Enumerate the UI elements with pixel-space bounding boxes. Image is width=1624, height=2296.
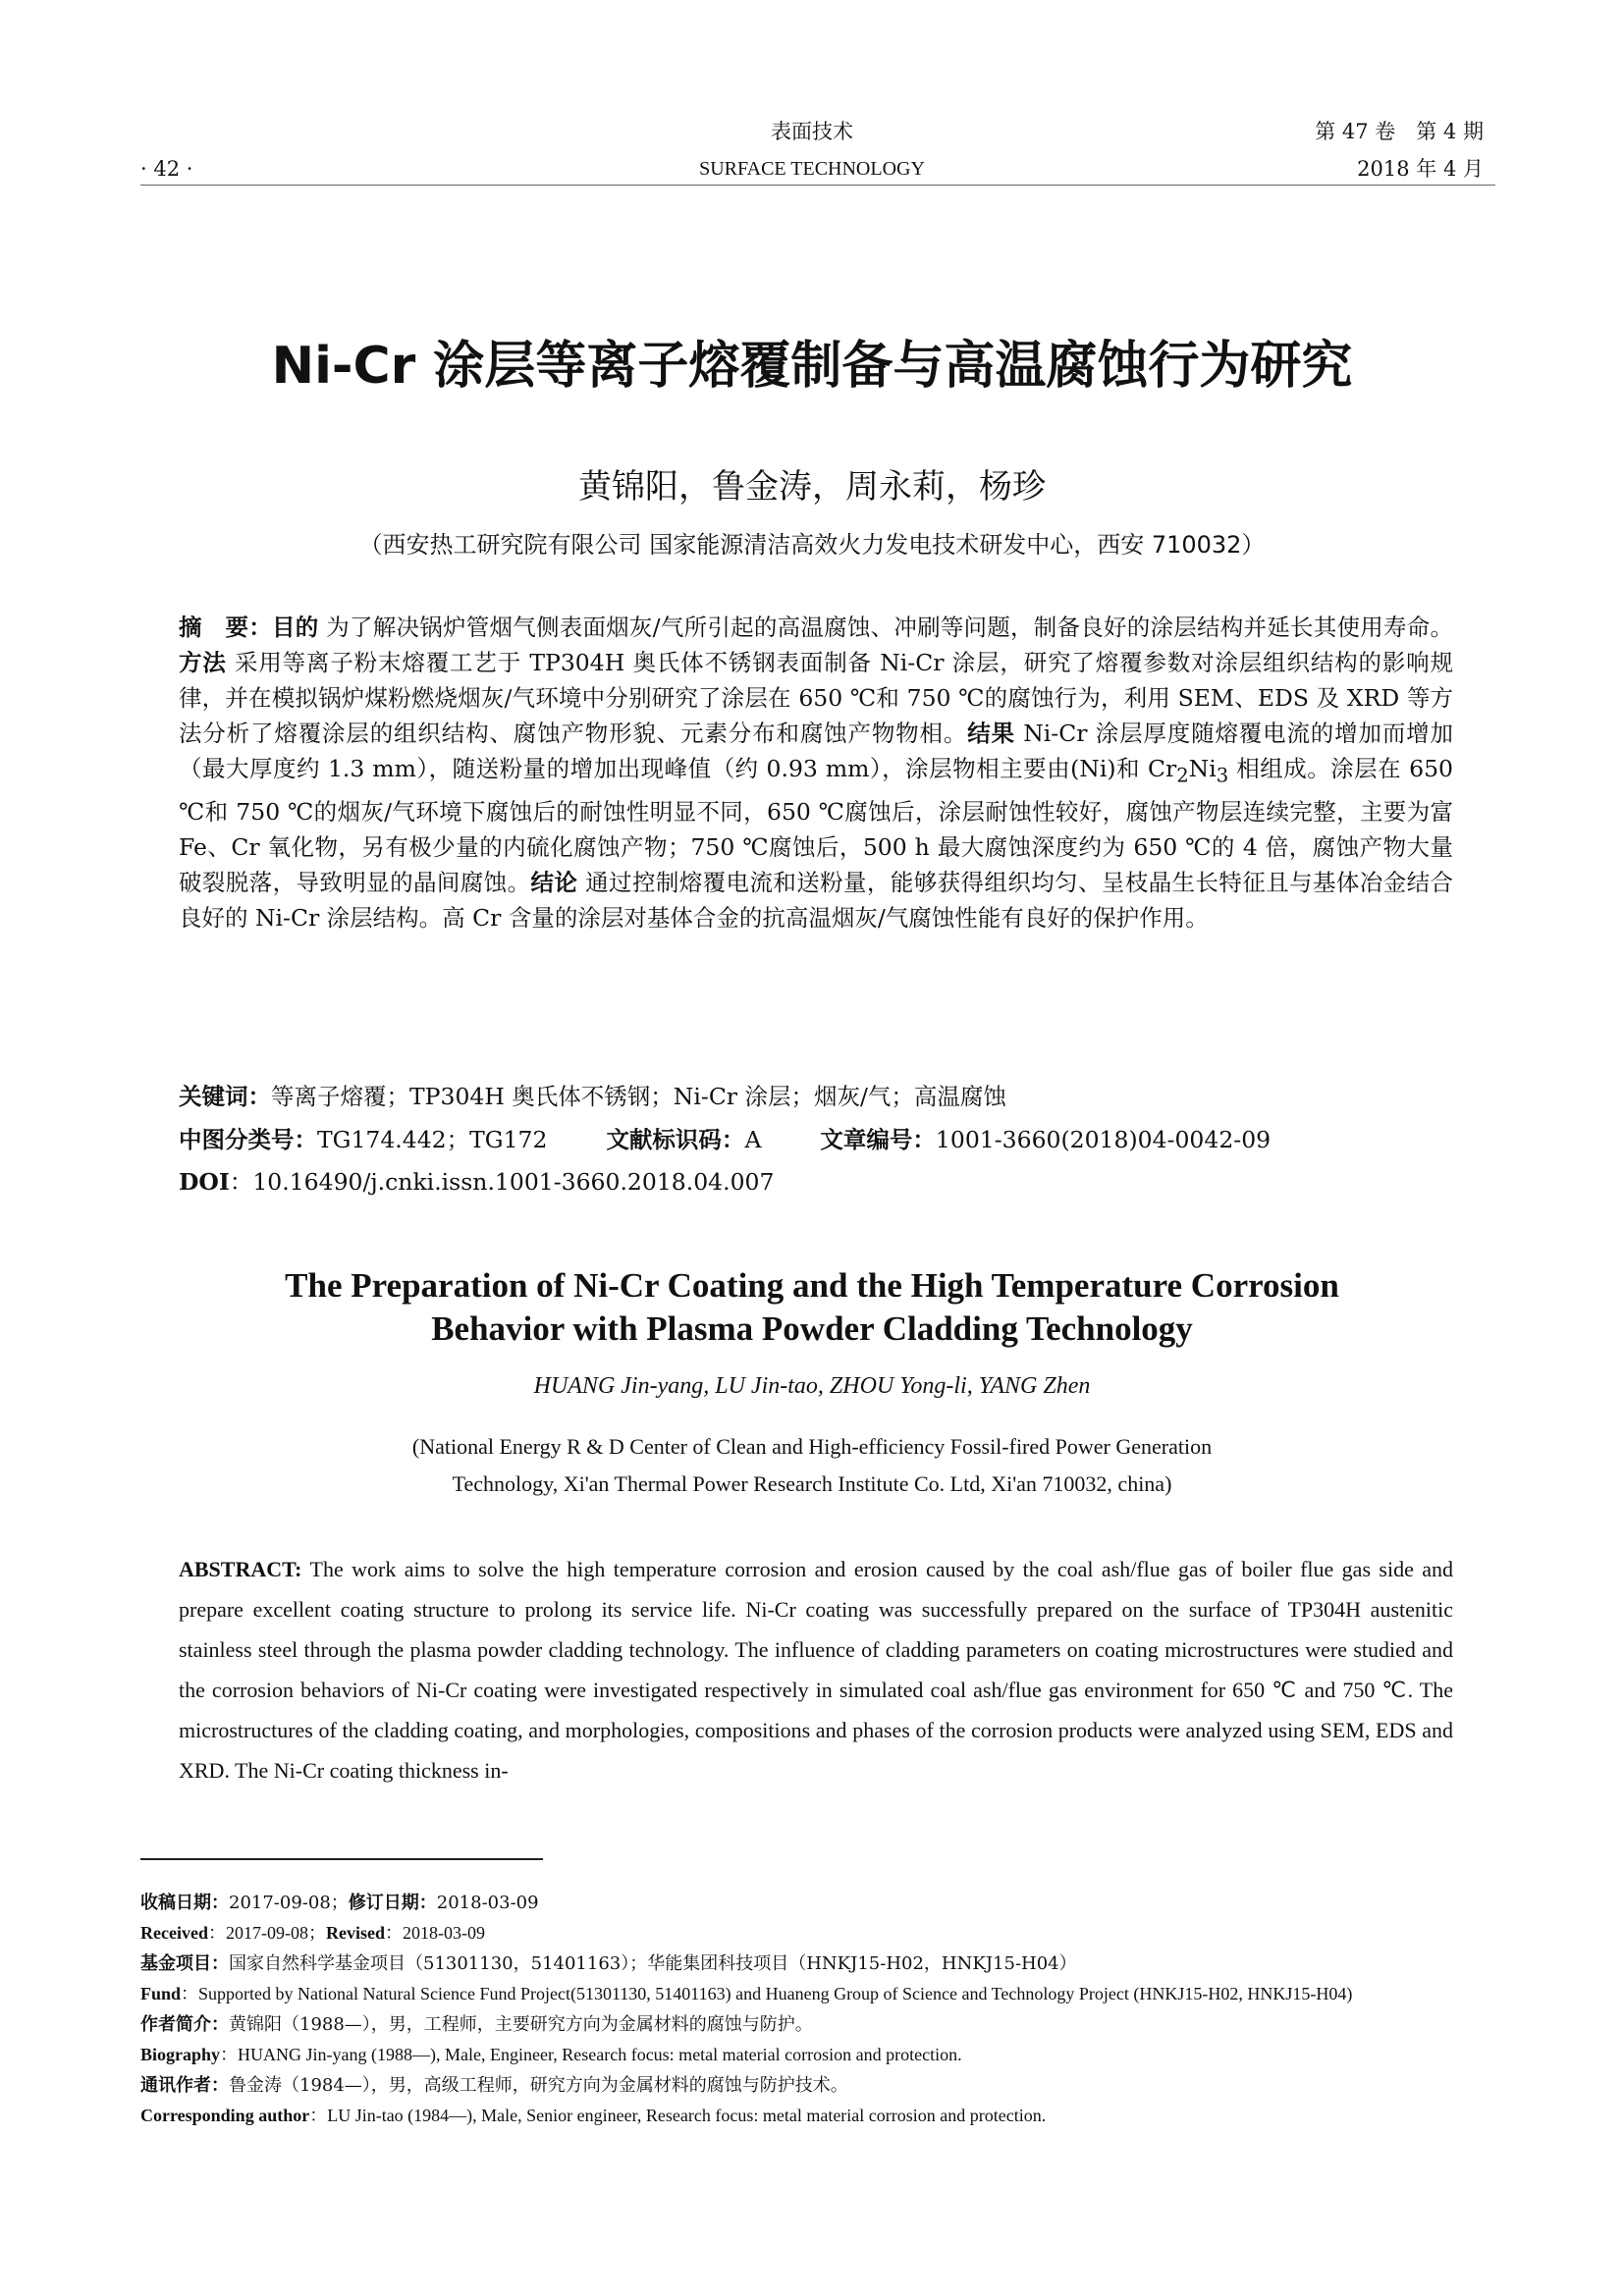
page-number: · 42 · bbox=[140, 157, 193, 181]
clc-value: TG174.442；TG172 bbox=[317, 1126, 548, 1153]
abstract-cn bbox=[179, 610, 1453, 935]
corresponding-cn bbox=[140, 2073, 1495, 2098]
doi-label: DOI bbox=[179, 1168, 230, 1196]
doi-value: ：10.16490/j.cnki.issn.1001-3660.2018.04.007 bbox=[229, 1168, 775, 1196]
paper-title-en bbox=[0, 1264, 1624, 1351]
revised-en-label: Revised bbox=[325, 1923, 385, 1943]
doi-line bbox=[179, 1164, 1453, 1200]
objective-label: 目的 bbox=[272, 614, 319, 641]
keywords-label: 关键词： bbox=[179, 1083, 271, 1110]
revised-cn-value: 2018-03-09 bbox=[436, 1893, 539, 1913]
biography-en bbox=[140, 2043, 1495, 2067]
article-number-label: 文章编号： bbox=[820, 1126, 936, 1153]
received-cn bbox=[140, 1891, 1495, 1915]
subscript: 2 bbox=[1176, 764, 1189, 787]
affiliation-en-line1: (National Energy R & D Center of Clean and High-efficiency Fossil-fired Power Generation bbox=[411, 1434, 1213, 1459]
article-number-value: 1001-3660(2018)04-0042-09 bbox=[935, 1126, 1272, 1153]
received-en bbox=[140, 1921, 1495, 1946]
authors-cn: 黄锦阳，鲁金涛，周永莉，杨珍 bbox=[578, 467, 1046, 507]
authors-en: HUANG Jin-yang, LU Jin-tao, ZHOU Yong-li, YANG Zhen bbox=[533, 1373, 1091, 1399]
journal-name-en: SURFACE TECHNOLOGY bbox=[699, 158, 925, 180]
corresponding-en-value: ：LU Jin-tao (1984—), Male, Senior engineer, Research focus: metal material corrosion and protection. bbox=[309, 2106, 1047, 2125]
revised-en-value: ：2018-03-09 bbox=[384, 1923, 485, 1943]
doc-code-value: A bbox=[744, 1126, 762, 1153]
received-en-label: Received bbox=[140, 1923, 208, 1943]
objective-text: 为了解决锅炉管烟气侧表面烟灰/气所引起的高温腐蚀、冲刷等问题，制备良好的涂层结构并延长其使用寿命。 bbox=[318, 614, 1454, 641]
issue-date: 2018 年 4 月 bbox=[1357, 157, 1484, 181]
paper-title-cn: Ni-Cr 涂层等离子熔覆制备与高温腐蚀行为研究 bbox=[271, 337, 1353, 396]
header-rule bbox=[140, 185, 1495, 186]
paper-title-en-line2: Behavior with Plasma Powder Cladding Technology bbox=[431, 1309, 1193, 1348]
keywords-cn bbox=[179, 1079, 1453, 1114]
fund-cn bbox=[140, 1951, 1495, 1976]
fund-cn-value: 国家自然科学基金项目（51301130，51401163）；华能集团科技项目（HNKJ15-H02，HNKJ15-H04） bbox=[229, 1953, 1077, 1974]
footnotes bbox=[140, 1891, 1495, 2128]
doc-code-label: 文献标识码： bbox=[606, 1126, 745, 1153]
received-en-value: ：2017-09-08； bbox=[207, 1923, 326, 1943]
volume-issue: 第 47 卷 第 4 期 bbox=[1315, 120, 1484, 143]
classification-line bbox=[179, 1122, 1453, 1157]
received-cn-label: 收稿日期： bbox=[140, 1893, 229, 1913]
revised-cn-label: 修订日期： bbox=[348, 1893, 437, 1913]
received-cn-value: 2017-09-08； bbox=[229, 1893, 349, 1913]
affiliation-en-line2: Technology, Xi'an Thermal Power Research Institute Co. Ltd, Xi'an 710032, china) bbox=[452, 1471, 1172, 1496]
biography-en-value: ：HUANG Jin-yang (1988—), Male, Engineer, Research focus: metal material corrosion and protection. bbox=[220, 2045, 962, 2064]
biography-en-label: Biography bbox=[140, 2045, 221, 2064]
affiliation-en bbox=[0, 1428, 1624, 1503]
method-text: 采用等离子粉末熔覆工艺于 TP304H 奥氏体不锈钢表面制备 Ni-Cr 涂层，研究了熔覆参数对涂层组织结构的影响规律，并在模拟锅炉煤粉燃烧烟灰/气环境中分别研究了涂层在 650 ℃和 750 ℃的腐蚀行为，利用 SEM、EDS 及 XRD 等方法分析了熔覆涂层的组织结构、腐蚀产物形貌、元素分布和腐蚀产物物相。 bbox=[179, 649, 1454, 747]
result-text: Ni-Cr 涂层厚度随熔覆电流的增加而增加（最大厚度约 1.3 mm），随送粉量的增加出现峰值（约 0.93 mm），涂层物相主要由(Ni)和 Cr bbox=[179, 720, 1453, 782]
fund-cn-label: 基金项目： bbox=[140, 1953, 229, 1974]
fund-en-value: ：Supported by National Natural Science Fund Project(51301130, 51401163) and Huaneng Group of Science and Technology Project (HNKJ15-H02, HNKJ15-H04) bbox=[181, 1984, 1353, 2003]
journal-name-cn: 表面技术 bbox=[771, 120, 853, 143]
abstract-en bbox=[179, 1549, 1453, 1790]
result-text: 相组成。涂层在 650 ℃和 750 ℃的烟灰/气环境下腐蚀后的耐蚀性明显不同，650 ℃腐蚀后，涂层耐蚀性较好，腐蚀产物层连续完整，主要为富 Fe、Cr 氧化物，另有极少量的内硫化腐蚀产物；750 ℃腐蚀后，500 h 最大腐蚀深度约为 650 ℃的 4 倍，腐蚀产物大量破裂脱落，导致明显的晶间腐蚀。 bbox=[179, 755, 1454, 896]
result-text: Ni bbox=[1188, 755, 1217, 782]
biography-cn-value: 黄锦阳（1988—），男，工程师，主要研究方向为金属材料的腐蚀与防护。 bbox=[229, 2014, 813, 2035]
affiliation-cn: （西安热工研究院有限公司 国家能源清洁高效火力发电技术研发中心，西安 710032） bbox=[358, 531, 1266, 559]
conclusion-label: 结论 bbox=[530, 868, 578, 896]
abstract-en-label: ABSTRACT: bbox=[179, 1557, 302, 1581]
paper-title-en-line1: The Preparation of Ni-Cr Coating and the High Temperature Corrosion bbox=[285, 1266, 1339, 1305]
result-label: 结果 bbox=[967, 720, 1015, 747]
conclusion-text: 通过控制熔覆电流和送粉量，能够获得组织均匀、呈枝晶生长特征且与基体冶金结合良好的 Ni-Cr 涂层结构。高 Cr 含量的涂层对基体合金的抗高温烟灰/气腐蚀性能有良好的保护作用。 bbox=[179, 868, 1453, 932]
biography-cn bbox=[140, 2012, 1495, 2037]
keywords-text: 等离子熔覆；TP304H 奥氏体不锈钢；Ni-Cr 涂层；烟灰/气；高温腐蚀 bbox=[271, 1083, 1006, 1110]
corresponding-cn-value: 鲁金涛（1984—），男，高级工程师，研究方向为金属材料的腐蚀与防护技术。 bbox=[229, 2075, 848, 2096]
footnote-rule bbox=[140, 1858, 543, 1860]
abstract-en-text: The work aims to solve the high temperature corrosion and erosion caused by the coal ash/flue gas of boiler flue gas side and prepare excellent coating structure to prolong its service life. Ni-Cr coating was successfully prepared on the surface of TP304H austenitic stainless steel through the plasma powder cladding technology. The influence of cladding parameters on coating microstructures were studied and the corrosion behaviors of Ni-Cr coating were investigated respectively in simulated coal ash/flue gas environment for 650 ℃ and 750 ℃. The microstructures of the cladding coating, and morphologies, compositions and phases of the corrosion products were analyzed using SEM, EDS and XRD. The Ni-Cr coating thickness in- bbox=[179, 1557, 1453, 1783]
fund-en-label: Fund bbox=[140, 1984, 182, 2003]
method-label: 方法 bbox=[179, 649, 227, 676]
clc-label: 中图分类号： bbox=[179, 1126, 317, 1153]
subscript: 3 bbox=[1216, 764, 1229, 787]
fund-en bbox=[140, 1982, 1495, 2006]
biography-cn-label: 作者简介： bbox=[140, 2014, 229, 2035]
corresponding-en bbox=[140, 2104, 1495, 2128]
abstract-cn-label: 摘 要： bbox=[179, 614, 272, 641]
corresponding-cn-label: 通讯作者： bbox=[140, 2075, 229, 2096]
corresponding-en-label: Corresponding author bbox=[140, 2106, 310, 2125]
